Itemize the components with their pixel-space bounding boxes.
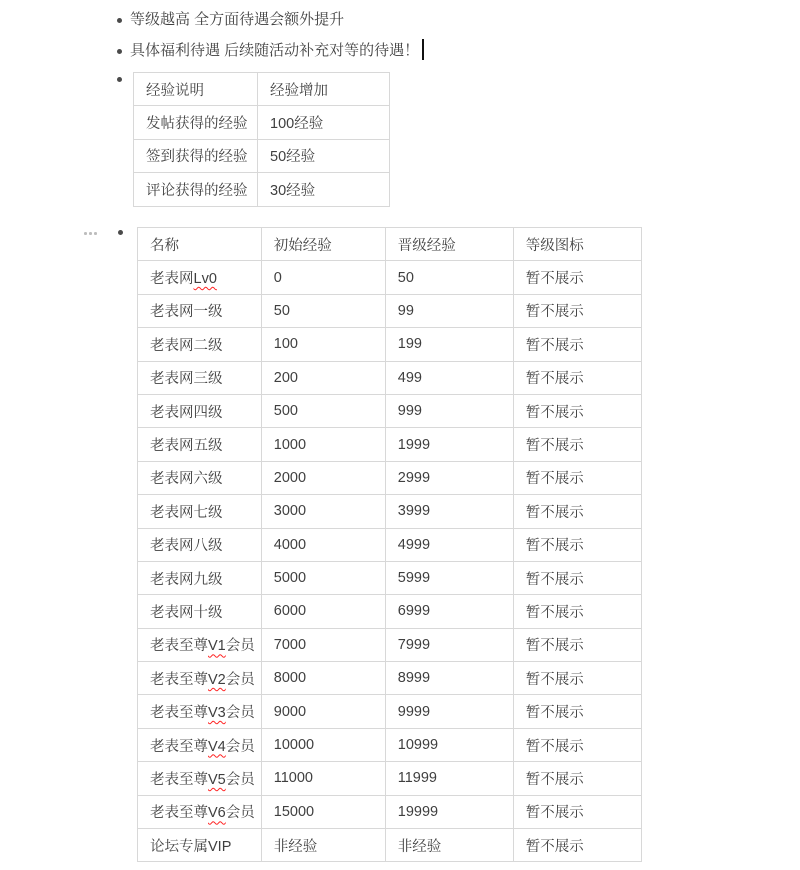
level-icon-cell[interactable]: 暂不展示 [513,762,641,795]
upgrade-exp-cell[interactable]: 99 [385,294,513,327]
experience-row [134,173,390,206]
list-item-benefits[interactable] [130,9,344,31]
initial-exp-cell[interactable]: 8000 [261,662,385,695]
level-name-cell[interactable]: 老表网十级 [138,595,262,628]
level-name-cell[interactable]: 老表网Lv0 [138,261,262,294]
level-name-cell[interactable]: 老表至尊V5会员 [138,762,262,795]
misspelled-text: V5 [208,771,226,788]
levels-row [138,728,642,761]
misspelled-text: V1 [208,638,226,655]
experience-cell[interactable]: 100经验 [258,106,390,139]
initial-exp-cell[interactable]: 15000 [261,795,385,828]
experience-row [134,106,390,139]
level-name-cell[interactable]: 老表至尊V1会员 [138,628,262,661]
experience-row [134,139,390,172]
bullet-icon [118,230,123,235]
level-icon-cell[interactable]: 暂不展示 [513,361,641,394]
initial-exp-cell[interactable]: 4000 [261,528,385,561]
initial-exp-cell[interactable]: 7000 [261,628,385,661]
level-icon-cell[interactable]: 暂不展示 [513,294,641,327]
level-name-cell[interactable]: 老表至尊V2会员 [138,662,262,695]
initial-exp-cell[interactable]: 9000 [261,695,385,728]
initial-exp-cell[interactable]: 6000 [261,595,385,628]
upgrade-exp-cell[interactable]: 3999 [385,495,513,528]
upgrade-exp-cell[interactable]: 非经验 [385,829,513,862]
level-name-cell[interactable]: 老表网四级 [138,394,262,427]
level-icon-cell[interactable]: 暂不展示 [513,628,641,661]
upgrade-exp-cell[interactable]: 50 [385,261,513,294]
level-name-cell[interactable]: 老表网八级 [138,528,262,561]
initial-exp-cell[interactable]: 50 [261,294,385,327]
level-icon-cell[interactable]: 暂不展示 [513,695,641,728]
level-name-cell[interactable]: 论坛专属VIP [138,829,262,862]
level-name-cell[interactable]: 老表网二级 [138,328,262,361]
initial-exp-cell[interactable]: 5000 [261,561,385,594]
levels-header-cell[interactable]: 等级图标 [513,228,641,261]
initial-exp-cell[interactable]: 2000 [261,461,385,494]
level-name-cell[interactable]: 老表网三级 [138,361,262,394]
upgrade-exp-cell[interactable]: 8999 [385,662,513,695]
initial-exp-cell[interactable]: 非经验 [261,829,385,862]
experience-cell[interactable]: 50经验 [258,139,390,172]
upgrade-exp-cell[interactable]: 6999 [385,595,513,628]
levels-row [138,495,642,528]
experience-cell[interactable]: 发帖获得的经验 [134,106,258,139]
level-icon-cell[interactable]: 暂不展示 [513,394,641,427]
level-icon-cell[interactable]: 暂不展示 [513,829,641,862]
upgrade-exp-cell[interactable]: 999 [385,394,513,427]
levels-row [138,795,642,828]
level-icon-cell[interactable]: 暂不展示 [513,428,641,461]
levels-row [138,595,642,628]
experience-header-cell[interactable]: 经验说明 [134,73,258,106]
level-name-cell[interactable]: 老表至尊V6会员 [138,795,262,828]
upgrade-exp-cell[interactable]: 199 [385,328,513,361]
list-item-experience-table [133,72,390,207]
upgrade-exp-cell[interactable]: 5999 [385,561,513,594]
initial-exp-cell[interactable]: 0 [261,261,385,294]
levels-row [138,561,642,594]
misspelled-text: V3 [208,705,226,722]
levels-table [137,227,642,862]
initial-exp-cell[interactable]: 200 [261,361,385,394]
bullet-icon [117,49,122,54]
level-icon-cell[interactable]: 暂不展示 [513,261,641,294]
experience-header-cell[interactable]: 经验增加 [258,73,390,106]
levels-row [138,428,642,461]
experience-table [133,72,390,207]
levels-header-cell[interactable]: 晋级经验 [385,228,513,261]
upgrade-exp-cell[interactable]: 9999 [385,695,513,728]
drag-handle-icon[interactable] [84,232,97,235]
levels-row [138,394,642,427]
upgrade-exp-cell[interactable]: 499 [385,361,513,394]
levels-row [138,662,642,695]
misspelled-text: Lv0 [193,271,217,288]
level-name-cell[interactable]: 老表网九级 [138,561,262,594]
level-icon-cell[interactable]: 暂不展示 [513,595,641,628]
level-name-cell[interactable]: 老表网六级 [138,461,262,494]
list-item-text[interactable]: 等级越高 全方面待遇会额外提升 [130,11,345,28]
levels-row [138,628,642,661]
misspelled-text: V6 [208,805,226,822]
level-icon-cell[interactable]: 暂不展示 [513,528,641,561]
list-item-levels-table [137,227,642,862]
upgrade-exp-cell[interactable]: 11999 [385,762,513,795]
bullet-icon [117,18,122,23]
initial-exp-cell[interactable]: 1000 [261,428,385,461]
level-name-cell[interactable]: 老表网七级 [138,495,262,528]
level-icon-cell[interactable]: 暂不展示 [513,328,641,361]
levels-row [138,461,642,494]
list-item-welfare[interactable] [130,40,424,62]
levels-row [138,261,642,294]
level-icon-cell[interactable]: 暂不展示 [513,728,641,761]
text-caret [422,39,424,60]
misspelled-text: V4 [208,738,226,755]
experience-cell[interactable]: 评论获得的经验 [134,173,258,206]
levels-row [138,829,642,862]
levels-row [138,762,642,795]
initial-exp-cell[interactable]: 10000 [261,728,385,761]
levels-row [138,294,642,327]
level-icon-cell[interactable]: 暂不展示 [513,495,641,528]
level-name-cell[interactable]: 老表至尊V3会员 [138,695,262,728]
initial-exp-cell[interactable]: 11000 [261,762,385,795]
initial-exp-cell[interactable]: 3000 [261,495,385,528]
levels-row [138,361,642,394]
upgrade-exp-cell[interactable]: 2999 [385,461,513,494]
levels-row [138,528,642,561]
levels-row [138,695,642,728]
experience-header-row [134,73,390,106]
upgrade-exp-cell[interactable]: 1999 [385,428,513,461]
initial-exp-cell[interactable]: 500 [261,394,385,427]
bullet-icon [117,77,122,82]
levels-header-cell[interactable]: 名称 [138,228,262,261]
misspelled-text: V2 [208,671,226,688]
levels-row [138,328,642,361]
level-name-cell[interactable]: 老表网五级 [138,428,262,461]
initial-exp-cell[interactable]: 100 [261,328,385,361]
level-name-cell[interactable]: 老表至尊V4会员 [138,728,262,761]
upgrade-exp-cell[interactable]: 7999 [385,628,513,661]
upgrade-exp-cell[interactable]: 10999 [385,728,513,761]
level-icon-cell[interactable]: 暂不展示 [513,561,641,594]
experience-cell[interactable]: 签到获得的经验 [134,139,258,172]
levels-header-row [138,228,642,261]
upgrade-exp-cell[interactable]: 19999 [385,795,513,828]
experience-cell[interactable]: 30经验 [258,173,390,206]
level-icon-cell[interactable]: 暂不展示 [513,461,641,494]
level-name-cell[interactable]: 老表网一级 [138,294,262,327]
level-icon-cell[interactable]: 暂不展示 [513,662,641,695]
levels-header-cell[interactable]: 初始经验 [261,228,385,261]
level-icon-cell[interactable]: 暂不展示 [513,795,641,828]
upgrade-exp-cell[interactable]: 4999 [385,528,513,561]
list-item-text[interactable]: 具体福利待遇 后续随活动补充对等的待遇！ [130,42,420,59]
